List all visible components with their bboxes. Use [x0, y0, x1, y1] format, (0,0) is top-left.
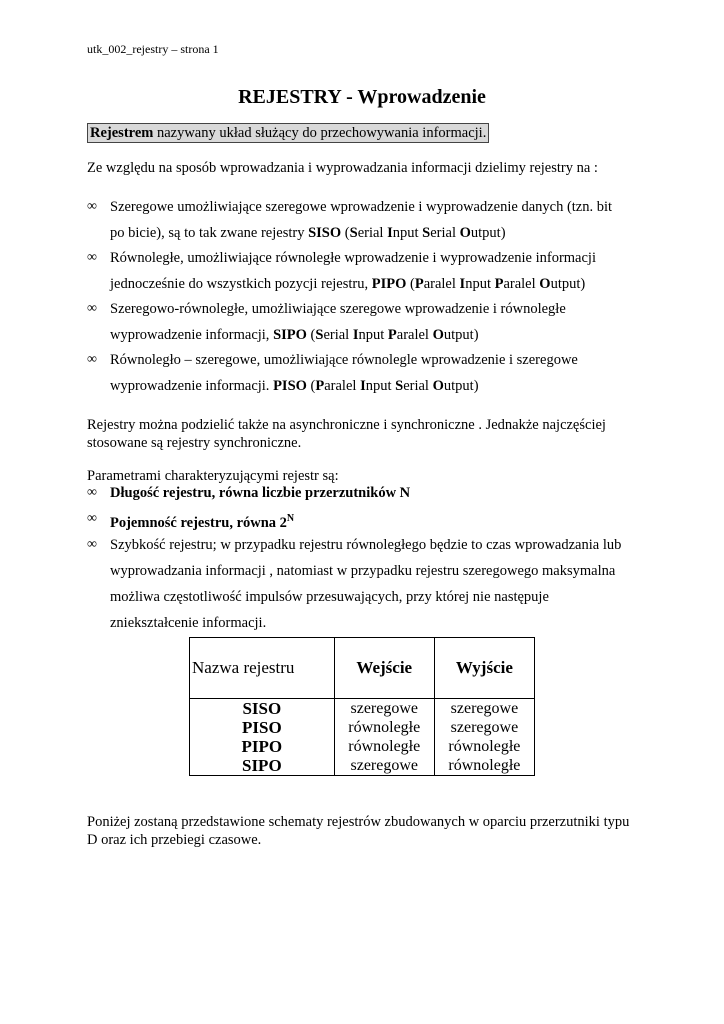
table-header-row	[190, 638, 535, 699]
bullet-icon: ∞	[87, 537, 97, 552]
table-cell-output: równoległe	[434, 737, 534, 756]
bullet-icon: ∞	[87, 352, 97, 367]
expansion-rest: erial	[403, 378, 433, 394]
sync-paragraph-line1: Rejestry można podzielić także na asynchroniczne i synchroniczne . Jednakże najczęściej	[87, 417, 606, 433]
expansion-rest: nput	[465, 276, 495, 292]
expansion-rest: aralel	[396, 327, 433, 343]
expansion-initial: O	[432, 327, 444, 343]
param-length: Długość rejestru, równa liczbie przerzutników N	[110, 485, 411, 501]
expansion-rest: nput	[365, 378, 396, 394]
table-cell-input: szeregowe	[334, 756, 434, 776]
register-type-desc: po bicie), są to tak zwane rejestry	[110, 225, 309, 241]
register-type-item	[110, 347, 650, 399]
table-cell-output: szeregowe	[434, 718, 534, 737]
expansion-initial: O	[539, 276, 551, 292]
bullet-icon: ∞	[87, 301, 97, 316]
sync-paragraph-line2: stosowane są rejestry synchroniczne.	[87, 435, 302, 451]
table-header-name: Nazwa rejestru	[190, 638, 335, 699]
register-type-line1: Szeregowo-równoległe, umożliwiające szeregowe wprowadzenie i równoległe	[110, 301, 566, 317]
expansion-initial: I	[387, 225, 393, 241]
bullet-icon: ∞	[87, 485, 97, 500]
expansion-rest: utput	[443, 378, 474, 394]
register-type-desc: wyprowadzenie informacji,	[110, 327, 274, 343]
register-type-item	[110, 296, 650, 348]
intro-text: Ze względu na sposób wprowadzania i wyprowadzania informacji dzielimy rejestry na :	[87, 160, 598, 176]
expansion-rest: utput	[550, 276, 581, 292]
expansion-rest: aralel	[324, 378, 361, 394]
table-cell-name: SISO	[190, 699, 335, 719]
bullet-icon: ∞	[87, 199, 97, 214]
registers-table	[189, 637, 535, 776]
param-speed-line: Szybkość rejestru; w przypadku rejestru równoległego będzie to czas wprowadzania lub	[110, 537, 622, 553]
register-type-code: SISO	[308, 225, 342, 241]
expansion-initial: S	[349, 225, 358, 241]
register-type-line2: wyprowadzenie informacji. PISO (Paralel Input Serial Output)	[110, 378, 479, 394]
expansion-rest: aralel	[503, 276, 540, 292]
register-type-code: PISO	[273, 378, 307, 394]
register-type-desc: wyprowadzenie informacji.	[110, 378, 274, 394]
definition	[87, 124, 489, 142]
table-row	[190, 737, 535, 756]
register-type-item	[110, 245, 650, 297]
register-type-line2: wyprowadzenie informacji, SIPO (Serial Input Paralel Output)	[110, 327, 479, 343]
param-speed-line: możliwa częstotliwość impulsów przesuwających, przy której nie następuje	[110, 589, 549, 605]
table-cell-name: SIPO	[190, 756, 335, 776]
bullet-icon: ∞	[87, 511, 97, 526]
param-speed-line: zniekształcenie informacji.	[110, 615, 267, 631]
register-type-desc: jednocześnie do wszystkich pozycji rejestru,	[110, 276, 372, 292]
register-type-code: PIPO	[371, 276, 407, 292]
register-type-line1: Równoległe, umożliwiające równoległe wprowadzenie i wyprowadzenie informacji	[110, 250, 596, 266]
footer-line2: D oraz ich przebiegi czasowe.	[87, 832, 262, 848]
register-type-line1: Równoległo – szeregowe, umożliwiające równolegle wprowadzenie i szeregowe	[110, 352, 578, 368]
page-title: REJESTRY - Wprowadzenie	[238, 86, 486, 108]
expansion-initial: P	[387, 327, 397, 343]
params-intro: Parametrami charakteryzującymi rejestr są:	[87, 468, 339, 484]
expansion-rest: aralel	[423, 276, 460, 292]
expansion-rest: nput	[392, 225, 423, 241]
table-header-output: Wyjście	[434, 638, 534, 699]
expansion-initial: I	[459, 276, 466, 292]
definition-text: nazywany układ służący do przechowywania informacji.	[153, 125, 487, 141]
table-cell-input: równoległe	[334, 718, 434, 737]
definition-highlight	[87, 123, 489, 143]
expansion-initial: O	[459, 225, 471, 241]
expansion-rest: utput	[470, 225, 501, 241]
page-header: utk_002_rejestry – strona 1	[87, 42, 219, 56]
register-type-line2: jednocześnie do wszystkich pozycji rejestru, PIPO (Paralel Input Paralel Output)	[110, 276, 586, 292]
expansion-initial: P	[494, 276, 504, 292]
table-cell-output: równoległe	[434, 756, 534, 776]
table-cell-output: szeregowe	[434, 699, 534, 719]
register-type-line2: po bicie), są to tak zwane rejestry SISO (Serial Input Serial Output)	[110, 225, 506, 241]
expansion-initial: P	[414, 276, 424, 292]
register-type-line1: Szeregowe umożliwiające szeregowe wprowadzenie i wyprowadzenie danych (tzn. bit	[110, 199, 613, 215]
expansion-rest: erial	[323, 327, 353, 343]
table-row	[190, 699, 535, 719]
param-speed-line: wyprowadzania informacji , natomiast w przypadku rejestru szeregowego maksymalna	[110, 563, 616, 579]
table-cell-input: równoległe	[334, 737, 434, 756]
table-row	[190, 756, 535, 776]
definition-term: Rejestrem	[90, 125, 154, 141]
expansion-rest: utput	[443, 327, 474, 343]
expansion-initial: S	[315, 327, 324, 343]
table-cell-name: PISO	[190, 718, 335, 737]
table-header-input: Wejście	[334, 638, 434, 699]
expansion-rest: nput	[358, 327, 388, 343]
footer-line1: Poniżej zostaną przedstawione schematy rejestrów zbudowanych w oparciu przerzutniki typu	[87, 814, 630, 830]
expansion-initial: I	[360, 378, 366, 394]
expansion-initial: P	[315, 378, 325, 394]
expansion-rest: erial	[357, 225, 388, 241]
param-capacity: Pojemność rejestru, równa $2^N$	[110, 513, 295, 531]
expansion-rest: erial	[430, 225, 460, 241]
expansion-initial: S	[422, 225, 431, 241]
register-type-item	[110, 194, 650, 246]
expansion-initial: O	[432, 378, 444, 394]
table-row	[190, 718, 535, 737]
capacity-superscript: N	[286, 513, 295, 524]
table-cell-input: szeregowe	[334, 699, 434, 719]
expansion-initial: I	[352, 327, 359, 343]
register-type-code: SIPO	[273, 327, 307, 343]
bullet-icon: ∞	[87, 250, 97, 265]
table-cell-name: PIPO	[190, 737, 335, 756]
expansion-initial: S	[395, 378, 404, 394]
param-speed	[110, 532, 650, 636]
